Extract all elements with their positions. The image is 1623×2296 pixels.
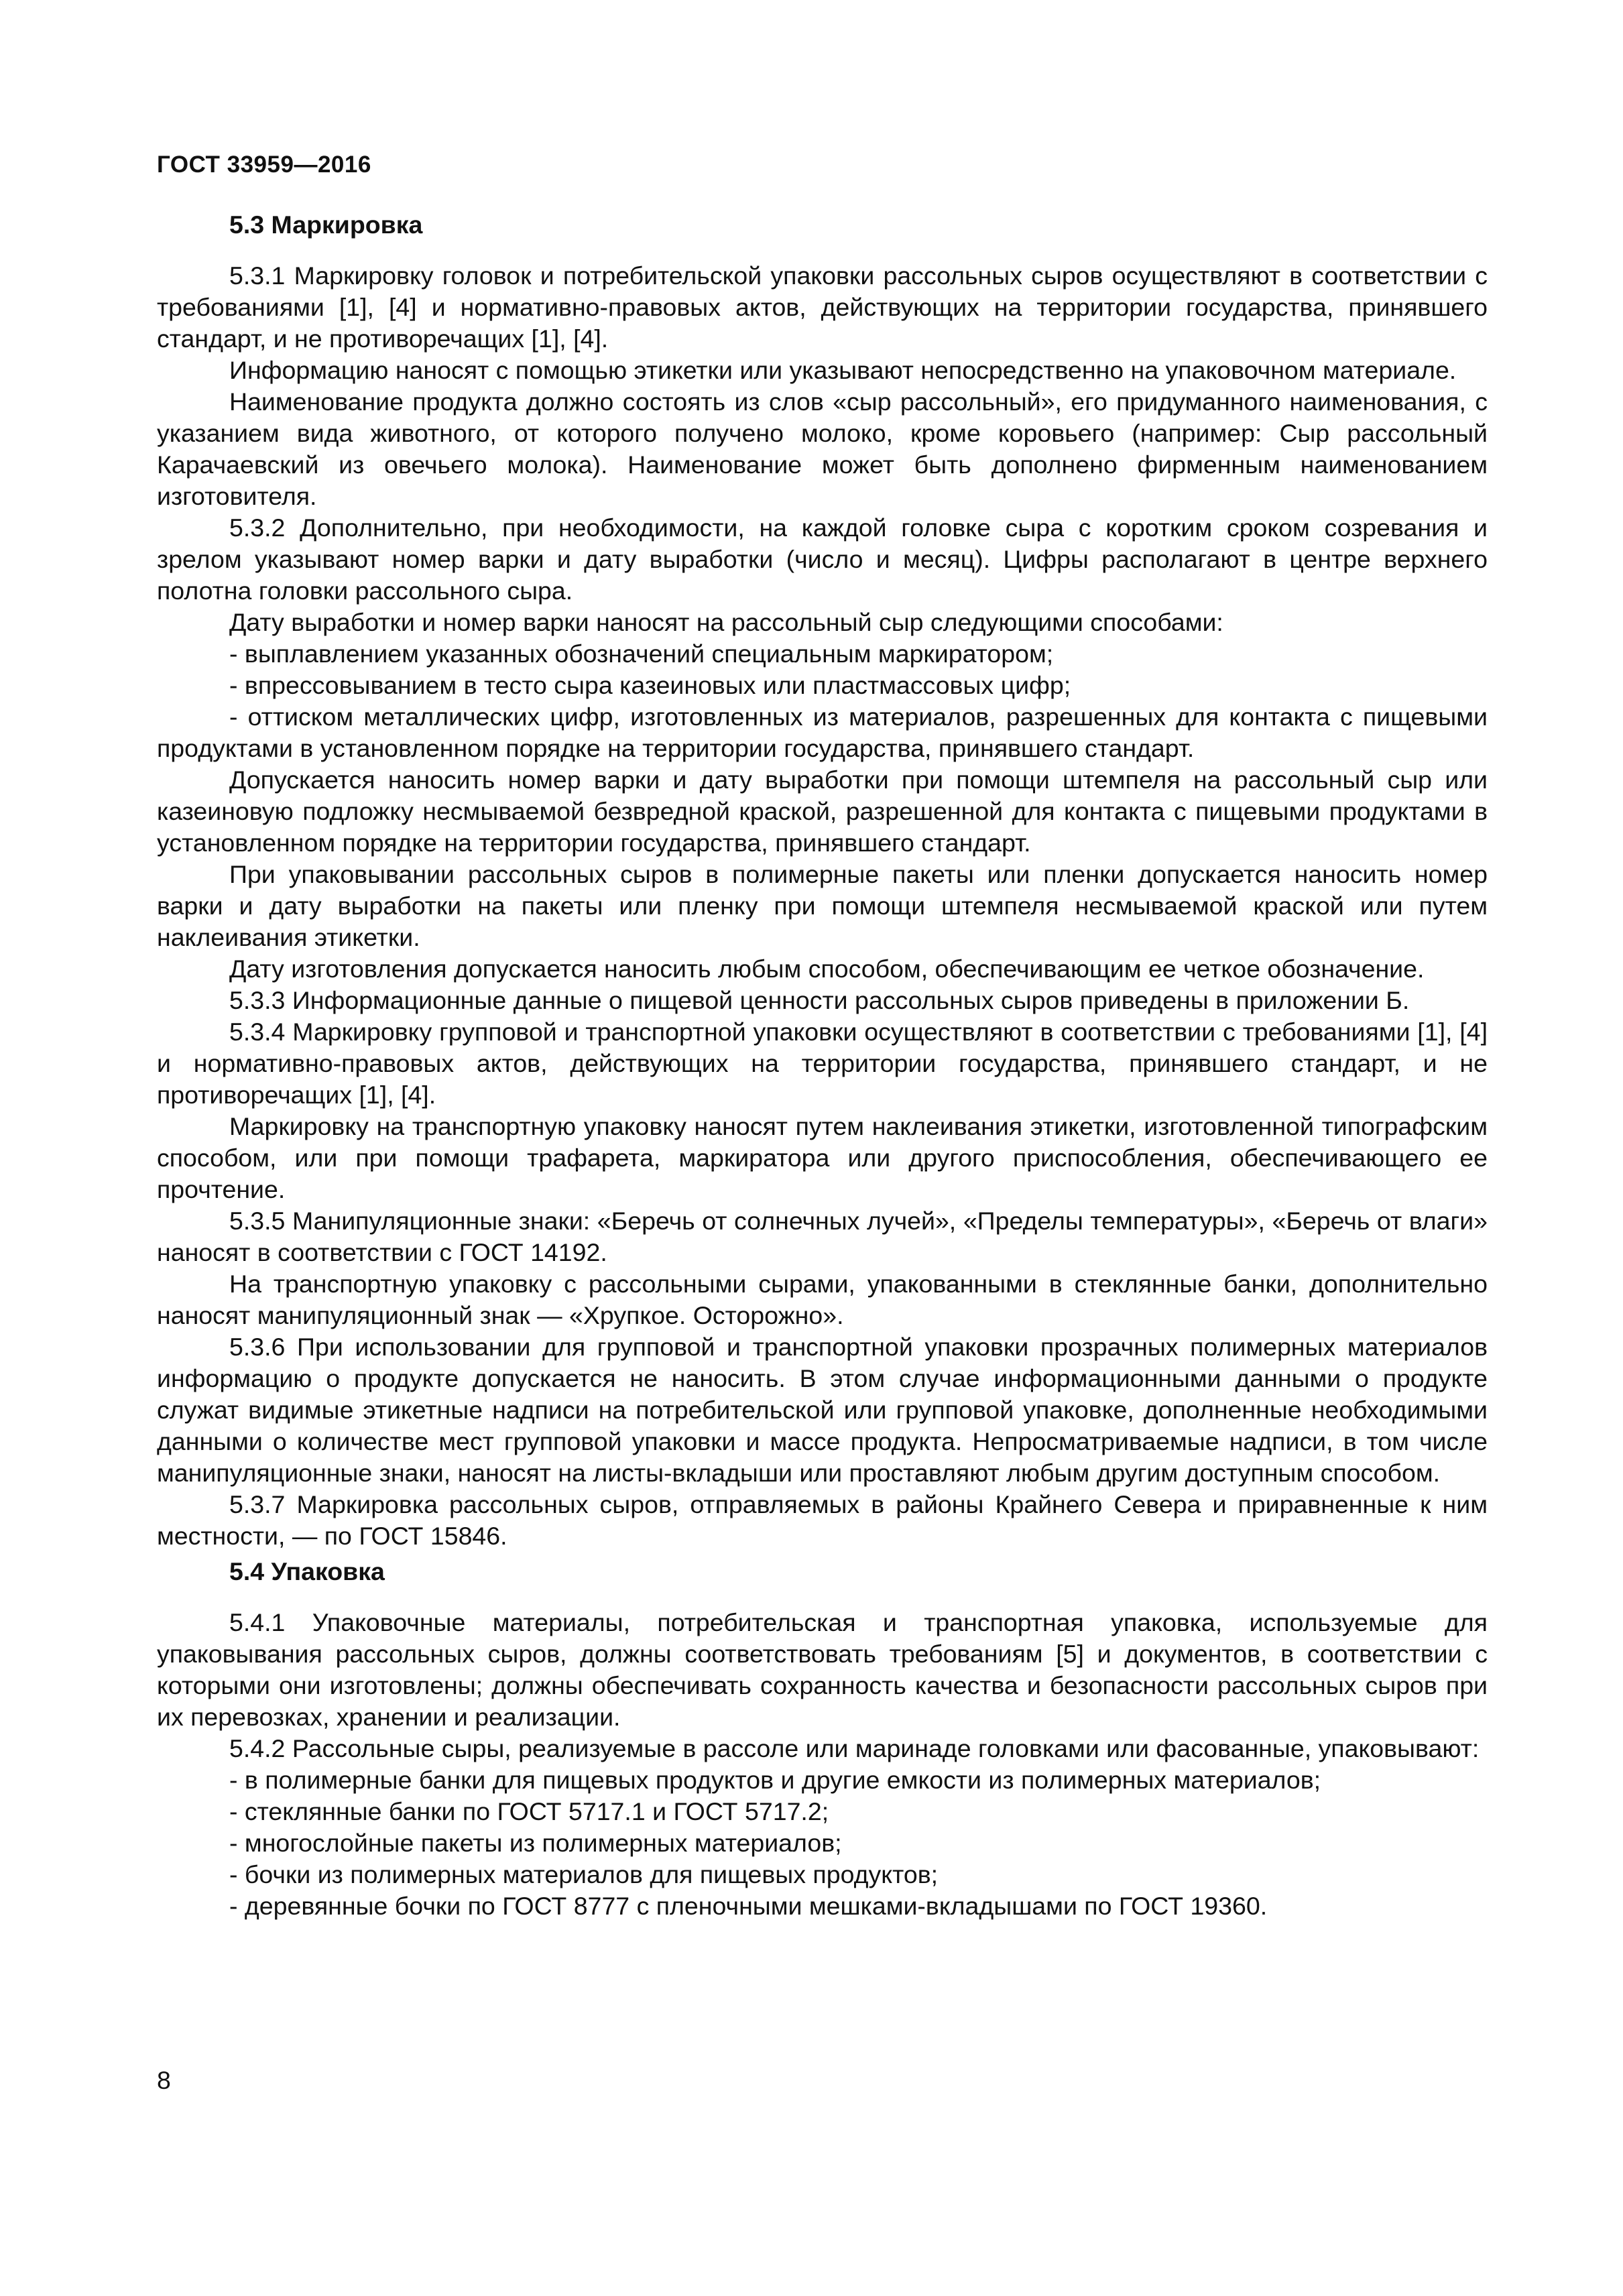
paragraph: 5.4.1 Упаковочные материалы, потребительская и транспортная упаковка, используемые для упаковывания рассольных сыров, должны соответствовать требованиям [5] и документов, в соответствии с которыми они изготовлены; должны обеспечивать сохранность качества и безопасности рассольных сыров при их перевозках, хранении и реализации.: [157, 1608, 1488, 1731]
paragraph: 5.3.5 Манипуляционные знаки: «Беречь от солнечных лучей», «Пределы температуры», «Беречь от влаги» наносят в соответствии с ГОСТ 14192.: [157, 1207, 1488, 1266]
paragraph: Дату выработки и номер варки наносят на рассольный сыр следующими способами:: [229, 608, 1223, 636]
paragraph: 5.3.2 Дополнительно, при необходимости, на каждой головке сыра с коротким сроком созревания и зрелом указывают номер варки и дату выработки (число и месяц). Цифры располагают в центре верхнего полотна головки рассольного сыра.: [157, 513, 1488, 605]
paragraph: 5.3.1 Маркировку головок и потребительской упаковки рассольных сыров осуществляют в соответствии с требованиями [1], [4] и нормативно-правовых актов, действующих на территории государства, принявшего стандарт, и не противоречащих [1], [4].: [157, 261, 1488, 353]
paragraph: 5.4.2 Рассольные сыры, реализуемые в рассоле или маринаде головками или фасованные, упаковывают:: [229, 1734, 1480, 1762]
section-heading-5-3: 5.3 Маркировка: [229, 210, 423, 239]
paragraph: Информацию наносят с помощью этикетки или указывают непосредственно на упаковочном материале.: [229, 356, 1457, 384]
paragraph: 5.3.3 Информационные данные о пищевой ценности рассольных сыров приведены в приложении Б.: [229, 986, 1410, 1014]
paragraph: Наименование продукта должно состоять из слов «сыр рассольный», его придуманного наименования, с указанием вида животного, от которого получено молоко, кроме коровьего (например: Сыр рассольный Карачаевский из овечьего молока). Наименование может быть дополнено фирменным наименованием изготовителя.: [157, 387, 1488, 510]
paragraph: 5.3.4 Маркировку групповой и транспортной упаковки осуществляют в соответствии с требованиями [1], [4] и нормативно-правовых актов, действующих на территории государства, принявшего стандарт, и не противоречащих [1], [4].: [157, 1018, 1488, 1109]
paragraph: 5.3.7 Маркировка рассольных сыров, отправляемых в районы Крайнего Севера и приравненные к ним местности, — по ГОСТ 15846.: [157, 1490, 1488, 1550]
list-item: - стеклянные банки по ГОСТ 5717.1 и ГОСТ 5717.2;: [229, 1797, 829, 1825]
document-id-header: ГОСТ 33959—2016: [157, 152, 371, 178]
paragraph: При упаковывании рассольных сыров в полимерные пакеты или пленки допускается наносить номер варки и дату выработки на пакеты или пленку при помощи штемпеля несмываемой краской или путем наклеивания этикетки.: [157, 860, 1488, 951]
list-item: - многослойные пакеты из полимерных материалов;: [229, 1829, 842, 1857]
list-item: - впрессовыванием в тесто сыра казеиновых или пластмассовых цифр;: [229, 671, 1071, 699]
list-item: - выплавлением указанных обозначений специальным маркиратором;: [229, 640, 1054, 668]
paragraph: 5.3.6 При использовании для групповой и транспортной упаковки прозрачных полимерных материалов информацию о продукте допускается не наносить. В этом случае информационными данными о продукте служат видимые этикетные надписи на потребительской или групповой упаковке, дополненные необходимыми данными о количестве мест групповой упаковки и массе продукта. Непросматриваемые надписи, в том числе манипуляционные знаки, наносят на листы-вкладыши или проставляют любым другим доступным способом.: [157, 1333, 1488, 1487]
list-item: - оттиском металлических цифр, изготовленных из материалов, разрешенных для контакта с пищевыми продуктами в установленном порядке на территории государства, принявшего стандарт.: [157, 703, 1488, 762]
section-heading-5-4: 5.4 Упаковка: [229, 1557, 385, 1585]
list-item: - деревянные бочки по ГОСТ 8777 с пленочными мешками-вкладышами по ГОСТ 19360.: [229, 1892, 1268, 1920]
paragraph: Маркировку на транспортную упаковку наносят путем наклеивания этикетки, изготовленной типографским способом, или при помощи трафарета, маркиратора или другого приспособления, обеспечивающего ее прочтение.: [157, 1112, 1488, 1203]
list-item: - в полимерные банки для пищевых продуктов и другие емкости из полимерных материалов;: [229, 1766, 1321, 1794]
paragraph: Дату изготовления допускается наносить любым способом, обеспечивающим ее четкое обозначение.: [229, 955, 1425, 983]
paragraph: На транспортную упаковку с рассольными сырами, упакованными в стеклянные банки, дополнительно наносят манипуляционный знак — «Хрупкое. Осторожно».: [157, 1270, 1488, 1329]
paragraph: Допускается наносить номер варки и дату выработки при помощи штемпеля на рассольный сыр или казеиновую подложку несмываемой безвредной краской, разрешенной для контакта с пищевыми продуктами в установленном порядке на территории государства, принявшего стандарт.: [157, 766, 1488, 857]
page-number: 8: [157, 2066, 171, 2094]
document-body: [157, 209, 1488, 1922]
list-item: - бочки из полимерных материалов для пищевых продуктов;: [229, 1860, 939, 1888]
